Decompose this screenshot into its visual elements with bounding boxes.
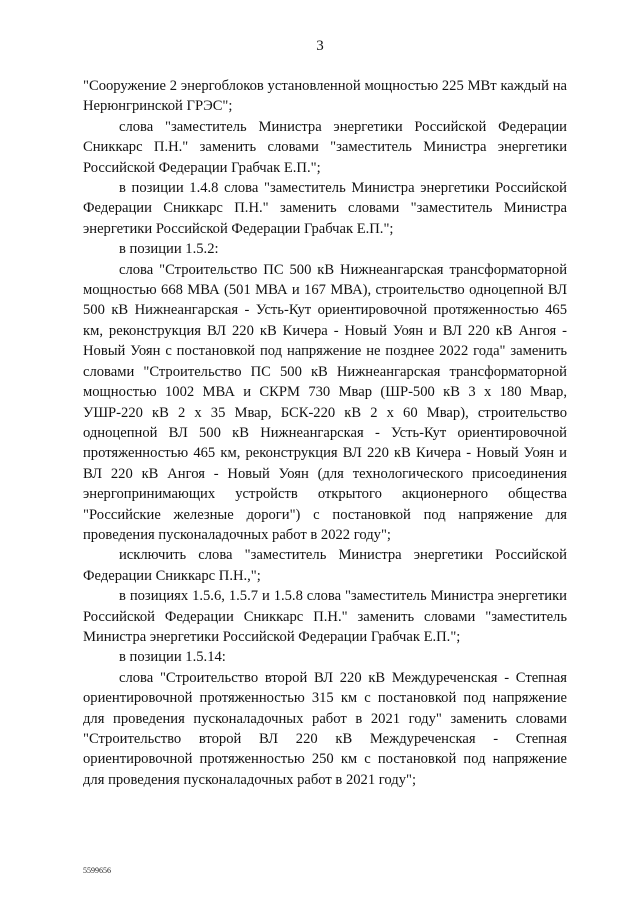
paragraph: в позиции 1.5.14: <box>119 649 226 666</box>
paragraph: "Сооружение 2 энергоблоков установленной мощностью 225 МВт каждый на Нерюнгринской ГРЭС"; <box>83 78 567 115</box>
paragraph: слова "Строительство ПС 500 кВ Нижнеангарская трансформаторной мощностью 668 МВА (501 МВА и 167 МВА), строительство одноцепной ВЛ 500 кВ Нижнеангарская - Усть-Кут ориентировочной протяженностью 465 км, реконструкция ВЛ 220 кВ Кичера - Новый Уоян и ВЛ 220 кВ Ангоя - Новый Уоян с постановкой под напряжение не позднее 2022 года" заменить словами "Строительство ПС 500 кВ Нижнеангарская трансформаторной мощностью 1002 МВА и СКРМ 730 Мвар (ШР-500 кВ 3 х 180 Мвар, УШР-220 кВ 2 х 35 Мвар, БСК-220 кВ 2 х 60 Мвар), строительство одноцепной ВЛ 500 кВ Нижнеангарская - Усть-Кут ориентировочной протяженностью 465 км, реконструкция ВЛ 220 кВ Кичера - Новый Уоян и ВЛ 220 кВ Ангоя - Новый Уоян (для технологического присоединения энергопринимающих устройств открытого акционерного общества "Российские железные дороги") с постановкой под напряжение для проведения пусконаладочных работ в 2022 году"; <box>83 261 567 543</box>
paragraph: слова "заместитель Министра энергетики Российской Федерации Сниккарс П.Н." заменить словами "заместитель Министра энергетики Российской Федерации Грабчак Е.П."; <box>83 118 567 176</box>
page-number: 3 <box>316 38 324 54</box>
document-code: 5599656 <box>83 866 111 875</box>
document-body <box>83 76 567 790</box>
paragraph: в позициях 1.5.6, 1.5.7 и 1.5.8 слова "заместитель Министра энергетики Российской Федерации Сниккарс П.Н." заменить словами "заместитель Министра энергетики Российской Федерации Грабчак Е.П."; <box>83 588 567 645</box>
paragraph: в позиции 1.4.8 слова "заместитель Министра энергетики Российской Федерации Сниккарс П.Н." заменить словами "заместитель Министра энергетики Российской Федерации Грабчак Е.П."; <box>83 180 567 237</box>
paragraph: исключить слова "заместитель Министра энергетики Российской Федерации Сниккарс П.Н.,"; <box>83 547 567 584</box>
paragraph: слова "Строительство второй ВЛ 220 кВ Междуреченская - Степная ориентировочной протяженностью 315 км с постановкой под напряжение для проведения пусконаладочных работ в 2021 году" заменить словами "Строительство второй ВЛ 220 кВ Междуреченская - Степная ориентировочной протяженностью 250 км с постановкой под напряжение для проведения пусконаладочных работ в 2021 году"; <box>83 669 567 788</box>
paragraph: в позиции 1.5.2: <box>119 241 219 258</box>
